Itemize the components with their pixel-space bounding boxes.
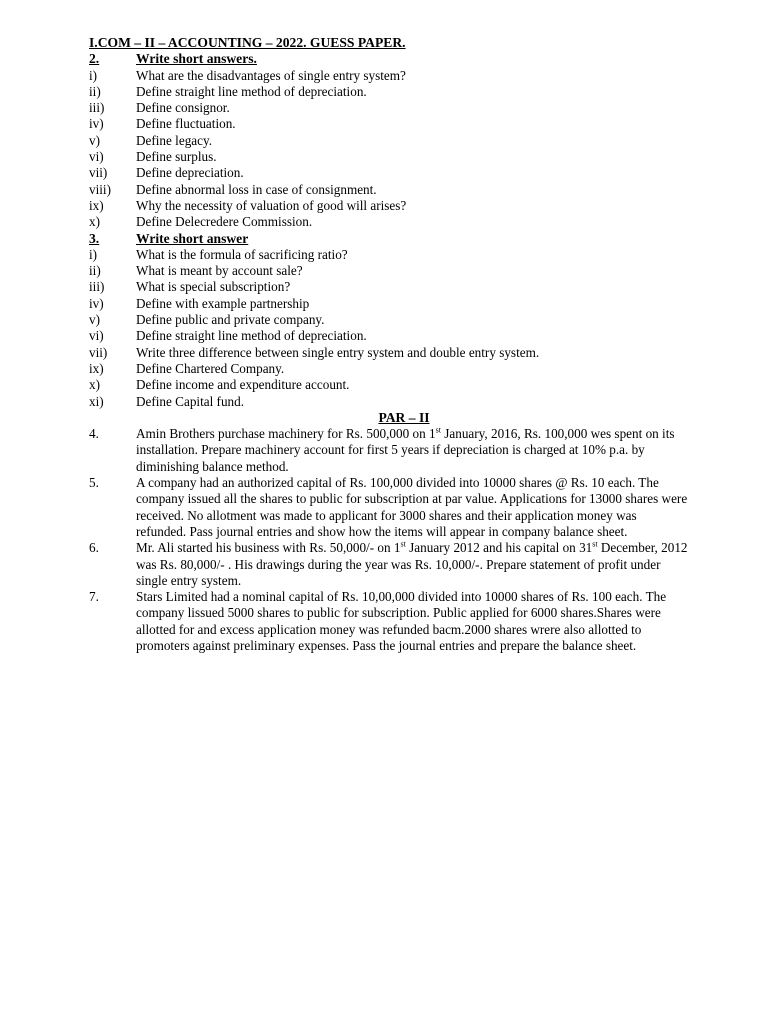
question-number: 7.	[89, 589, 99, 605]
list-item	[89, 100, 689, 116]
question-number: 6.	[89, 540, 99, 556]
section-3-list	[89, 247, 689, 410]
item-text: Define consignor.	[136, 100, 230, 116]
list-item	[89, 182, 689, 198]
page-title: I.COM – II – ACCOUNTING – 2022. GUESS PAPER.	[89, 35, 406, 50]
item-text: What is special subscription?	[136, 279, 291, 295]
list-item	[89, 133, 689, 149]
item-text: What are the disadvantages of single entry system?	[136, 67, 406, 83]
question-number: 4.	[89, 426, 99, 442]
part-2-heading: PAR – II	[378, 409, 430, 425]
item-number: i)	[89, 246, 98, 262]
item-text: Define Delecredere Commission.	[136, 214, 313, 230]
list-item	[89, 394, 689, 410]
item-number: iii)	[89, 279, 105, 295]
item-number: vii)	[89, 165, 108, 181]
section-2-heading	[89, 51, 689, 67]
item-text: Define straight line method of depreciation.	[136, 328, 367, 344]
question-4	[89, 426, 689, 475]
list-item	[89, 247, 689, 263]
item-text: Define with example partnership	[136, 295, 310, 311]
item-text: Define surplus.	[136, 149, 217, 165]
item-number: iv)	[89, 116, 104, 132]
question-5	[89, 475, 689, 540]
list-item	[89, 165, 689, 181]
question-7	[89, 589, 689, 654]
question-text: Mr. Ali started his business with Rs. 50,000/- on 1st January 2012 and his capital on 31st December, 2012 was Rs. 80,000/- . His drawings during the year was Rs. 10,000/-. Prepare statement of profit under single entry system.	[136, 539, 688, 588]
list-item	[89, 279, 689, 295]
question-6	[89, 540, 689, 589]
item-number: vii)	[89, 344, 108, 360]
item-text: Define fluctuation.	[136, 116, 236, 132]
item-number: v)	[89, 312, 100, 328]
guess-paper-page	[89, 35, 689, 654]
item-number: v)	[89, 132, 100, 148]
section-2-title: Write short answers.	[136, 51, 257, 67]
item-text: Why the necessity of valuation of good will arises?	[136, 197, 407, 213]
item-text: Define public and private company.	[136, 312, 325, 328]
list-item	[89, 345, 689, 361]
item-number: viii)	[89, 181, 111, 197]
section-2-number: 2.	[89, 51, 100, 67]
list-item	[89, 68, 689, 84]
list-item	[89, 214, 689, 230]
list-item	[89, 377, 689, 393]
item-number: ix)	[89, 197, 104, 213]
list-item	[89, 296, 689, 312]
item-text: Define income and expenditure account.	[136, 377, 350, 393]
list-item	[89, 312, 689, 328]
item-number: iv)	[89, 295, 104, 311]
item-number: vi)	[89, 328, 104, 344]
list-item	[89, 84, 689, 100]
question-text: Stars Limited had a nominal capital of Rs. 10,00,000 divided into 10000 shares of Rs. 100 each. The company lissued 5000 shares to public for subscription. Public applied for 6000 shares.Shares were allotted for and excess application money was refunded bacm.2000 shares wrere also allotted to promoters against preliminary expenses. Pass the journal entries and prepare the balance sheet.	[136, 589, 667, 653]
list-item	[89, 328, 689, 344]
question-number: 5.	[89, 475, 99, 491]
item-number: i)	[89, 67, 98, 83]
item-number: xi)	[89, 393, 104, 409]
item-number: vi)	[89, 149, 104, 165]
item-number: x)	[89, 214, 100, 230]
list-item	[89, 361, 689, 377]
list-item	[89, 116, 689, 132]
item-number: x)	[89, 377, 100, 393]
question-text: Amin Brothers purchase machinery for Rs. 500,000 on 1st January, 2016, Rs. 100,000 wes spent on its installation. Prepare machinery account for first 5 years if depreciation is charged at 10% p.a. by diminishing balance method.	[136, 425, 675, 474]
question-text: A company had an authorized capital of Rs. 100,000 divided into 10000 shares @ Rs. 10 each. The company issued all the shares to public for subscription at par value. Applications for 13000 shares were received. No allotment was made to applicant for 3000 shares and their application money was refunded. Pass journal entries and show how the items will appear in company balance sheet.	[136, 475, 688, 539]
list-item	[89, 149, 689, 165]
item-text: Define straight line method of depreciation.	[136, 83, 367, 99]
section-3-title: Write short answer	[136, 230, 249, 246]
item-text: Define depreciation.	[136, 165, 244, 181]
item-text: Define legacy.	[136, 132, 213, 148]
section-3-number: 3.	[89, 230, 100, 246]
section-2-list	[89, 68, 689, 231]
item-text: What is the formula of sacrificing ratio?	[136, 246, 348, 262]
section-3-heading	[89, 231, 689, 247]
item-text: Define abnormal loss in case of consignment.	[136, 181, 377, 197]
item-number: ii)	[89, 263, 101, 279]
item-number: ii)	[89, 83, 101, 99]
item-text: Write three difference between single entry system and double entry system.	[136, 344, 540, 360]
item-text: Define Capital fund.	[136, 393, 245, 409]
item-number: iii)	[89, 100, 105, 116]
item-text: Define Chartered Company.	[136, 360, 285, 376]
item-number: ix)	[89, 360, 104, 376]
item-text: What is meant by account sale?	[136, 263, 303, 279]
list-item	[89, 198, 689, 214]
list-item	[89, 263, 689, 279]
